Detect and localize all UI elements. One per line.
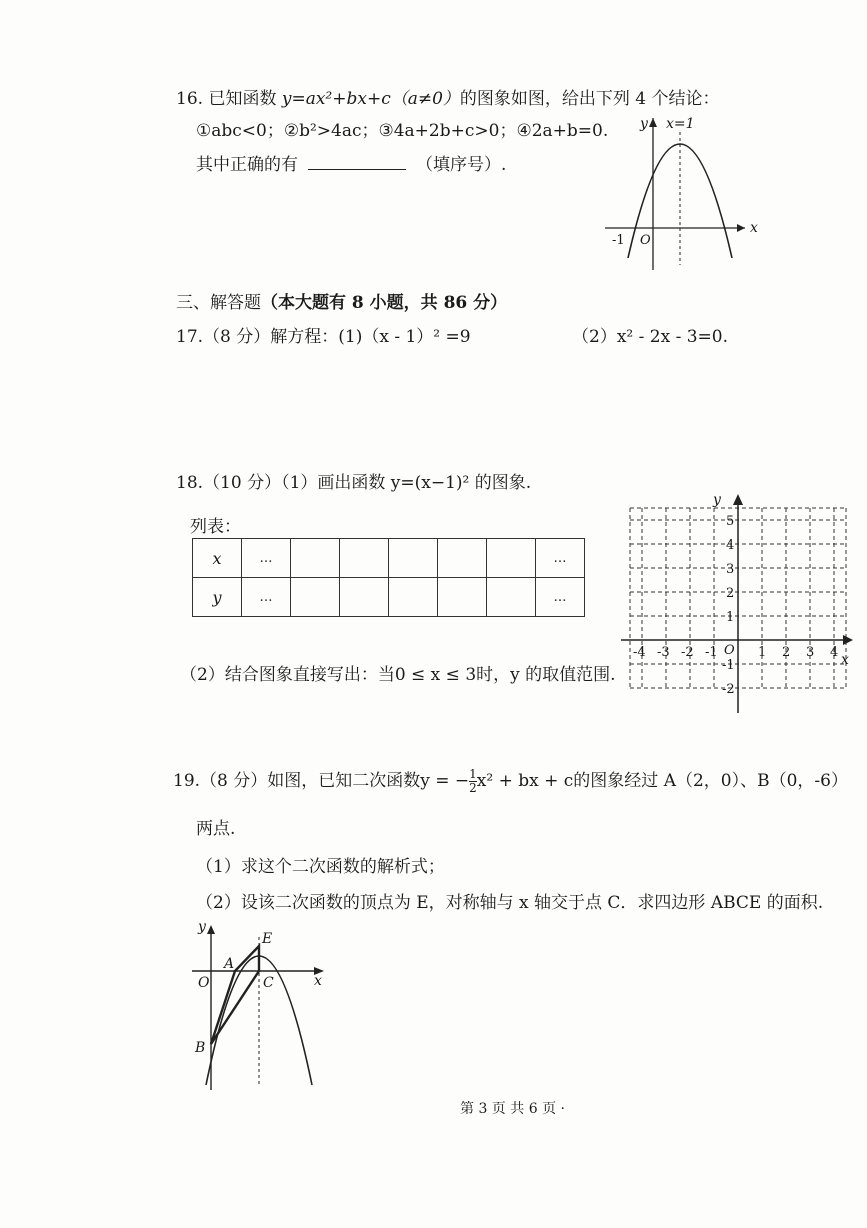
table-cell[interactable] <box>487 539 536 578</box>
q18-value-table <box>192 538 585 617</box>
section3-detail: （本大题有 8 小题，共 86 分） <box>261 293 508 313</box>
q16-origin-label: O <box>640 233 651 248</box>
table-cell: … <box>242 578 291 617</box>
y-tick-label: 4 <box>726 538 735 553</box>
q16-x-label: x <box>750 220 758 236</box>
table-cell[interactable] <box>389 578 438 617</box>
y-tick-label: 3 <box>726 562 735 577</box>
q16-y-arrow-icon <box>649 118 657 127</box>
q18-x-arrow-icon <box>843 635 853 645</box>
x-tick-label: 3 <box>806 645 815 660</box>
x-tick-label: -2 <box>681 645 694 660</box>
q16-answer-line <box>196 150 506 175</box>
table-cell[interactable] <box>340 539 389 578</box>
q16-symmetry-label: x=1 <box>666 116 695 132</box>
q16-y-label: y <box>640 116 648 132</box>
q19-e-label: E <box>262 931 273 947</box>
q19-o-label: O <box>198 975 210 991</box>
q16-x-arrow-icon <box>737 224 745 232</box>
q19-line1 <box>173 766 848 795</box>
table-cell[interactable] <box>438 578 487 617</box>
q17-part2: （2）x² - 2x - 3=0. <box>572 327 729 347</box>
q19-frac-num: 1 <box>469 767 477 781</box>
table-cell: … <box>536 578 585 617</box>
q19-y-label: y <box>198 919 206 935</box>
q19-part2: （2）设该二次函数的顶点为 E，对称轴与 x 轴交于点 C．求四边形 ABCE 的面积. <box>196 893 824 913</box>
q18-y-arrow-icon <box>733 494 743 505</box>
x-tick-label: 4 <box>830 645 839 660</box>
y-tick-label: -2 <box>722 682 735 697</box>
table-cell: … <box>242 539 291 578</box>
q16-intro-text: 的图象如图，给出下列 4 个结论： <box>459 89 720 109</box>
y-tick-label: 2 <box>726 586 735 601</box>
q19-fraction <box>469 768 477 795</box>
q16-answer-prompt: 其中正确的有 <box>196 155 298 175</box>
table-cell[interactable] <box>340 578 389 617</box>
y-tick-label: 5 <box>726 514 735 529</box>
q19-x-label: x <box>314 973 322 989</box>
table-cell[interactable] <box>291 578 340 617</box>
y-tick-label: 1 <box>726 610 735 625</box>
q16-parabola-graph <box>600 110 770 275</box>
q18-table-caption: 列表： <box>190 517 241 537</box>
q19-prefix: 19.（8 分）如图，已知二次函数y = − <box>173 771 470 791</box>
q19-y-arrow-icon <box>207 925 215 934</box>
q19-frac-den: 2 <box>469 781 477 795</box>
table-head-y: y <box>193 578 242 617</box>
section3-heading <box>176 288 507 313</box>
q16-conclusions: ①abc<0；②b²>4ac；③4a+2b+c>0；④2a+b=0. <box>196 121 609 141</box>
table-row <box>193 578 585 617</box>
q19-suffix: x² + bx + c的图象经过 A（2，0）、B（0，-6） <box>476 771 848 791</box>
table-head-x: x <box>193 539 242 578</box>
x-tick-label: 1 <box>758 645 767 660</box>
q18-x-label: x <box>841 652 849 668</box>
x-tick-label: -1 <box>705 645 718 660</box>
x-tick-label: 2 <box>782 645 791 660</box>
table-cell: … <box>536 539 585 578</box>
q19-line2: 两点. <box>196 819 236 839</box>
section3-prefix: 三、解答题 <box>176 293 261 313</box>
q19-part1: （1）求这个二次函数的解析式； <box>196 857 445 877</box>
q19-quadrilateral-abce <box>211 946 259 1044</box>
q19-b-label: B <box>195 1040 206 1056</box>
q16-neg-one-label: -1 <box>612 233 625 248</box>
table-cell[interactable] <box>389 539 438 578</box>
x-tick-label: -4 <box>633 645 646 660</box>
q16-function: y=ax²+bx+c（a≠0） <box>281 89 460 109</box>
q18-origin-label: O <box>724 643 735 658</box>
table-row <box>193 539 585 578</box>
q18-y-label: y <box>713 492 721 508</box>
table-cell[interactable] <box>438 539 487 578</box>
q16-answer-hint: （填序号）. <box>416 155 507 175</box>
q16-line1 <box>176 84 720 109</box>
q17-part1: 17.（8 分）解方程：(1)（x - 1）² =9 <box>176 327 471 347</box>
table-cell[interactable] <box>487 578 536 617</box>
q19-c-label: C <box>263 975 274 991</box>
q16-answer-blank[interactable] <box>308 155 406 170</box>
q18-title: 18.（10 分）（1）画出函数 y=(x−1)² 的图象. <box>176 473 532 493</box>
q18-part2: （2）结合图象直接写出：当0 ≤ x ≤ 3时，y 的取值范围. <box>180 665 616 685</box>
page-footer: 第 3 页 共 6 页 · <box>460 1101 565 1117</box>
q16-number-text: 16. 已知函数 <box>176 89 282 109</box>
q19-parabola-graph <box>190 915 340 1095</box>
q18-coordinate-grid <box>615 488 860 720</box>
q19-a-label: A <box>224 956 235 972</box>
table-cell[interactable] <box>291 539 340 578</box>
y-tick-label: -1 <box>722 658 735 673</box>
x-tick-label: -3 <box>657 645 670 660</box>
